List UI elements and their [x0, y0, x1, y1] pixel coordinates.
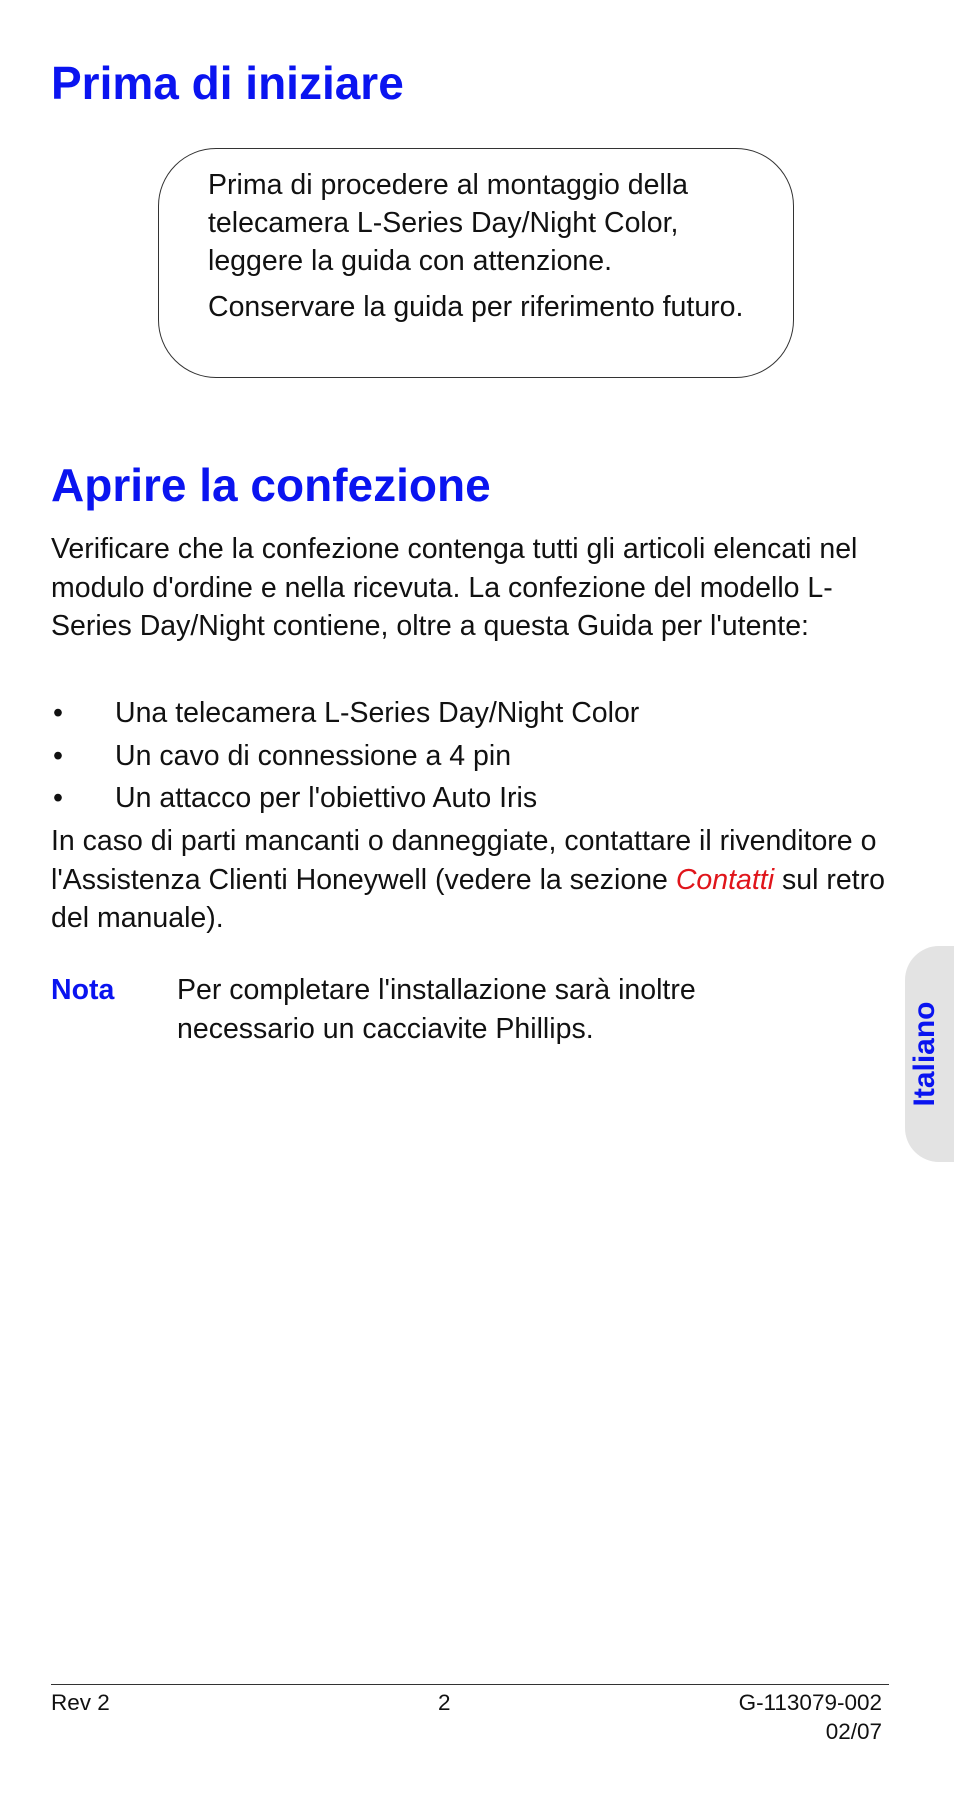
callout-paragraph: Prima di procedere al montaggio della telecamera L-Series Day/Night Color, leggere la guida con attenzione. [208, 169, 689, 277]
list-item-label: Un cavo di connessione a 4 pin [115, 739, 512, 772]
list-item [51, 777, 911, 820]
missing-parts-paragraph [51, 822, 911, 938]
list-item-label: Un attacco per l'obiettivo Auto Iris [115, 782, 538, 814]
list-item [51, 735, 911, 778]
missing-parts-text-end: sul retro del manuale). [51, 863, 885, 934]
footer-page-number: 2 [438, 1690, 451, 1715]
missing-parts-text: In caso di parti mancanti o danneggiate, contattare il rivenditore o l'Assistenza Clienti Honeywell (vedere la sezione [51, 825, 877, 896]
list-item-label: Una telecamera L-Series Day/Night Color [115, 697, 640, 729]
bullet-icon: • [53, 697, 63, 729]
footer-date: 02/07 [825, 1719, 882, 1744]
language-tab-label: Italiano [908, 1001, 941, 1107]
callout-paragraph: Conservare la guida per riferimento futuro. [208, 291, 744, 323]
note-label: Nota [51, 974, 115, 1006]
bullet-icon: • [53, 782, 63, 814]
footer-revision: Rev 2 [51, 1690, 110, 1715]
callout-box [158, 148, 794, 378]
footer-divider [51, 1684, 889, 1685]
section-title-before-start: Prima di iniziare [51, 57, 404, 109]
footer-document-code: G-113079-002 [738, 1690, 882, 1715]
intro-paragraph: Verificare che la confezione contenga tutti gli articoli elencati nel modulo d'ordine e nella ricevuta. La confezione del modello L-Series Day/Night contiene, oltre a questa Guida per l'utente: [51, 533, 858, 642]
footer-document-info [739, 1688, 882, 1746]
note-text: Per completare l'installazione sarà inoltre necessario un cacciavite Phillips. [177, 974, 696, 1045]
bullet-icon: • [53, 739, 63, 772]
package-contents-list [51, 692, 911, 820]
contacts-link[interactable]: Contatti [675, 863, 775, 896]
list-item [51, 692, 911, 735]
section-title-unpacking: Aprire la confezione [51, 459, 491, 511]
